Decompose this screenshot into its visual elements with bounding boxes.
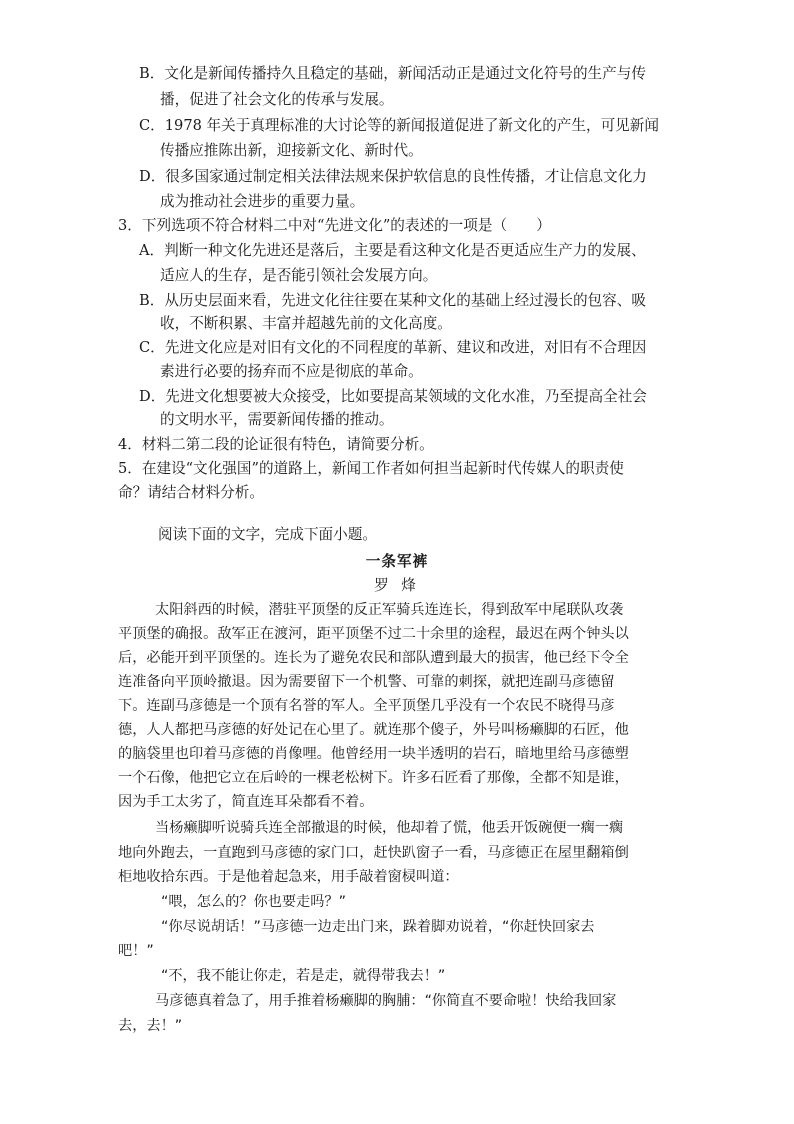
story-dialogue-line: “不，我不能让你走，若是走，就得带我去！” xyxy=(161,968,446,984)
story-paragraph-1-line: 后，必能开到平顶堡的。连长为了避免农民和部队遭到最大的损害，他已经下令全 xyxy=(118,650,629,666)
story-dialogue-line: “喂，怎么的？你也要走吗？” xyxy=(161,894,346,910)
q3-option-c-line-1: C．先进文化应是对旧有文化的不同程度的革新、建议和改进，对旧有不合理因 xyxy=(139,339,647,356)
story-paragraph-last-line: 马彦德真着急了，用手推着杨癞脚的胸脯：“你简直不要命啦！快给我回家 xyxy=(155,993,617,1009)
story-paragraph-2-line: 柜地收拾东西。于是他着起急来，用手敲着窗棂叫道： xyxy=(118,869,459,885)
q2-option-c-line-2: 传播应推陈出新，迎接新文化、新时代。 xyxy=(160,142,423,159)
story-paragraph-1-line: 因为手工太劣了，简直连耳朵都看不着。 xyxy=(118,794,374,810)
story-author: 罗 烽 xyxy=(374,577,420,594)
q2-option-b-line-2: 播，促进了社会文化的传承与发展。 xyxy=(160,91,394,108)
story-paragraph-1-line: 的脑袋里也印着马彦德的肖像哩。他曾经用一块半透明的岩石，暗地里给马彦德塑 xyxy=(118,746,629,762)
story-paragraph-1-line: 下。连副马彦德是一个顶有名誉的军人。全平顶堡几乎没有一个农民不晓得马彦 xyxy=(118,698,615,714)
q3-stem: 3．下列选项不符合材料二中对“先进文化”的表述的一项是（ ） xyxy=(118,217,551,234)
question-4: 4．材料二第二段的论证很有特色，请简要分析。 xyxy=(118,436,434,453)
story-dialogue-line: 吧！” xyxy=(118,943,154,959)
story-paragraph-2-line: 地向外跑去，一直跑到马彦德的家门口，赶快趴窗子一看，马彦德正在屋里翻箱倒 xyxy=(118,845,629,861)
story-paragraph-1-line: 德，人人都把马彦德的好处记在心里了。就连那个傻子，外号叫杨癞脚的石匠，他 xyxy=(118,722,629,738)
story-paragraph-2-line: 当杨癞脚听说骑兵连全部撤退的时候，他却着了慌，他丢开饭碗便一瘸一瘸 xyxy=(155,820,624,836)
question-5-line-2: 命？请结合材料分析。 xyxy=(118,484,264,501)
q2-option-d-line-1: D．很多国家通过制定相关法律法规来保护软信息的良性传播，才让信息文化力 xyxy=(139,168,647,185)
story-paragraph-1-line: 一个石像，他把它立在后岭的一棵老松树下。许多石匠看了那像，全都不知是谁， xyxy=(118,770,629,786)
q3-option-c-line-2: 素进行必要的扬弃而不应是彻底的革命。 xyxy=(160,363,423,380)
story-dialogue-line: “你尽说胡话！”马彦德一边走出门来，跺着脚劝说着，“你赶快回家去 xyxy=(161,919,595,935)
q3-option-b-line-2: 收，不断积累、丰富并超越先前的文化高度。 xyxy=(160,315,452,332)
q3-option-d-line-2: 的文明水平，需要新闻传播的推动。 xyxy=(160,411,394,428)
story-title: 一条军裤 xyxy=(365,553,429,570)
q2-option-d-line-2: 成为推动社会进步的重要力量。 xyxy=(160,193,365,210)
q3-option-a-line-1: A．判断一种文化先进还是落后，主要是看这种文化是否更适应生产力的发展、 xyxy=(139,242,646,259)
q3-option-d-line-1: D．先进文化想要被大众接受，比如要提高某领域的文化水准，乃至提高全社会 xyxy=(139,388,647,405)
q2-option-c-line-1: C．1978 年关于真理标准的大讨论等的新闻报道促进了新文化的产生，可见新闻 xyxy=(139,117,659,134)
q3-option-b-line-1: B．从历史层面来看，先进文化往往要在某种文化的基础上经过漫长的包容、吸 xyxy=(139,292,646,309)
story-paragraph-1-line: 连准备向平顶岭撤退。因为需要留下一个机警、可靠的刺探，就把连副马彦德留 xyxy=(118,674,615,690)
story-paragraph-1-line: 平顶堡的确报。敌军正在渡河，距平顶堡不过二十余里的途程，最迟在两个钟头以 xyxy=(118,626,629,642)
q3-option-a-line-2: 适应人的生存，是否能引领社会发展方向。 xyxy=(160,267,438,284)
reading-instruction: 阅读下面的文字，完成下面小题。 xyxy=(158,526,377,543)
story-paragraph-last-line: 去，去！” xyxy=(118,1018,183,1034)
story-paragraph-1-line: 太阳斜西的时候，潜驻平顶堡的反正军骑兵连连长，得到敌军中尾联队攻袭 xyxy=(155,602,624,618)
question-5-line-1: 5．在建设“文化强国”的道路上，新闻工作者如何担当起新时代传媒人的职责使 xyxy=(118,460,624,477)
q2-option-b-line-1: B．文化是新闻传播持久且稳定的基础，新闻活动正是通过文化符号的生产与传 xyxy=(139,65,646,82)
